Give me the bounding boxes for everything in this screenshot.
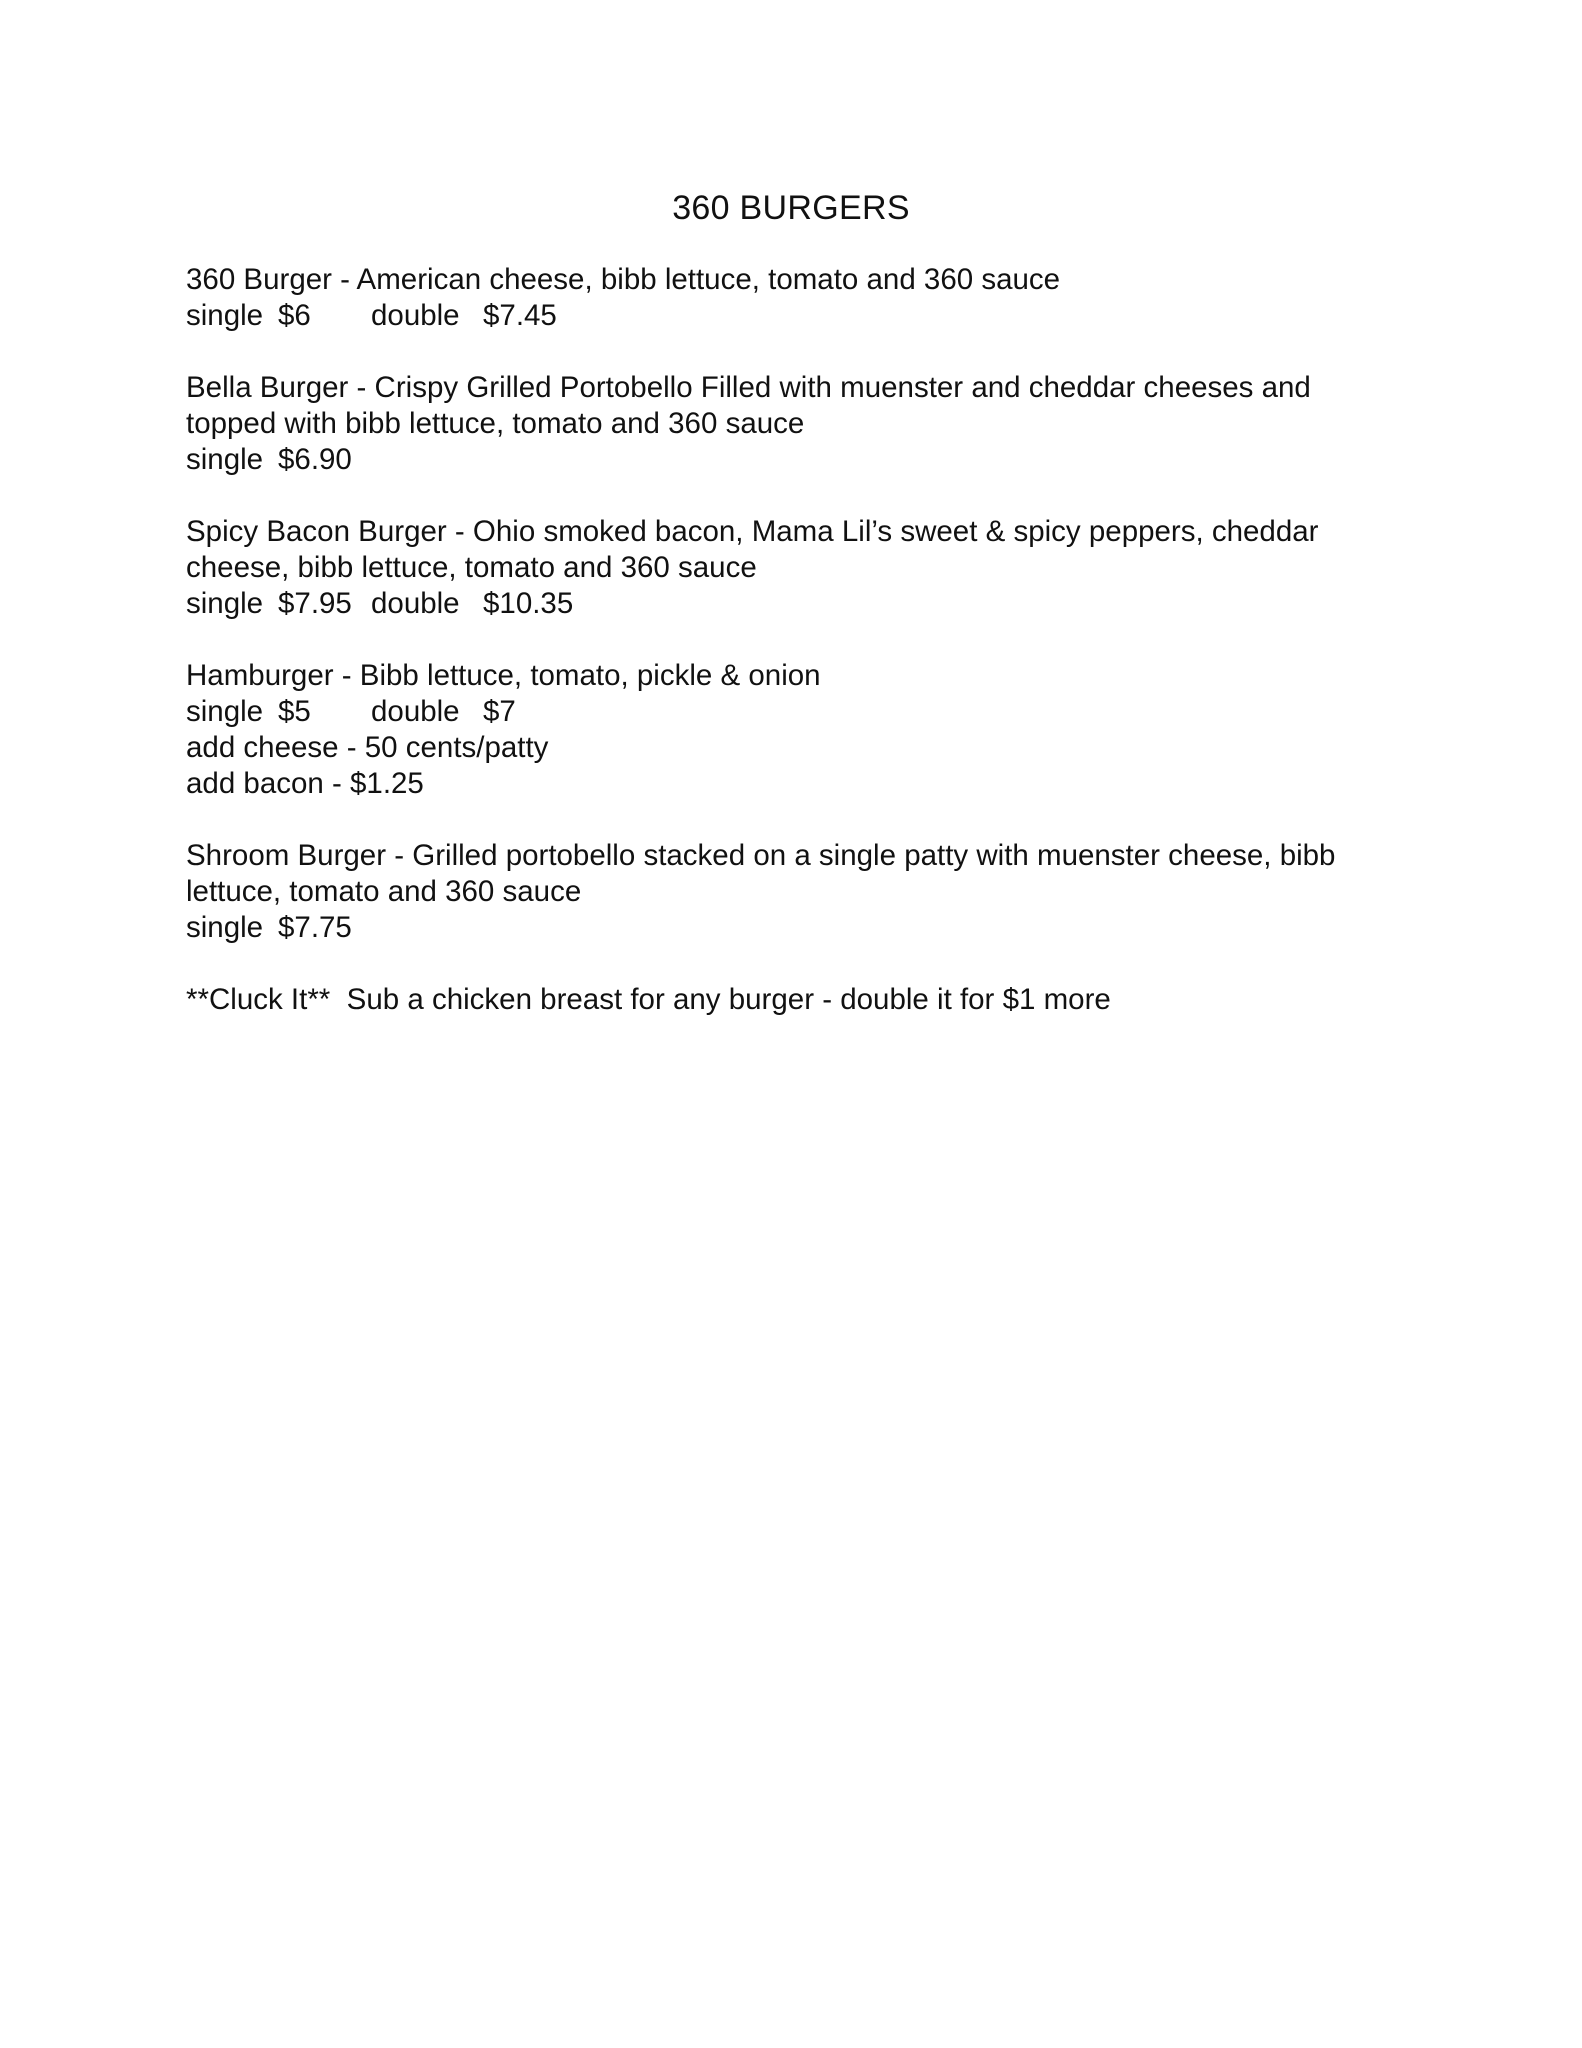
item-description-line: Hamburger - Bibb lettuce, tomato, pickle & onion <box>186 659 821 692</box>
price-row <box>186 910 1426 946</box>
double-label: double <box>371 299 460 332</box>
double-price: $10.35 <box>483 587 574 620</box>
single-price: $7.75 <box>278 911 352 944</box>
price-row <box>186 586 1426 622</box>
menu-item-shroom-burger <box>186 838 1426 946</box>
single-price: $6.90 <box>278 443 352 476</box>
add-on-line: add cheese - 50 cents/patty <box>186 731 549 764</box>
item-description-line: lettuce, tomato and 360 sauce <box>186 875 582 908</box>
single-price: $7.95 <box>278 587 352 620</box>
single-price: $6 <box>278 299 311 332</box>
menu-title: 360 BURGERS <box>672 189 910 227</box>
single-label: single <box>186 443 264 476</box>
price-row <box>186 694 1426 730</box>
cluck-it-note: **Cluck It** Sub a chicken breast for any burger - double it for $1 more <box>186 983 1111 1016</box>
item-description-line: Bella Burger - Crispy Grilled Portobello Filled with muenster and cheddar cheeses and <box>186 371 1311 404</box>
menu-item-360-burger <box>186 262 1426 334</box>
menu-item-hamburger <box>186 658 1426 802</box>
double-label: double <box>371 695 460 728</box>
single-label: single <box>186 695 264 728</box>
menu-body <box>186 262 1426 1018</box>
item-description-line: 360 Burger - American cheese, bibb lettuce, tomato and 360 sauce <box>186 263 1061 296</box>
item-description-line: topped with bibb lettuce, tomato and 360 sauce <box>186 407 805 440</box>
menu-item-bella-burger <box>186 370 1426 478</box>
single-price: $5 <box>278 695 311 728</box>
double-label: double <box>371 587 460 620</box>
item-description-line: Spicy Bacon Burger - Ohio smoked bacon, Mama Lil’s sweet & spicy peppers, cheddar <box>186 515 1319 548</box>
price-row <box>186 442 1426 478</box>
menu-item-spicy-bacon-burger <box>186 514 1426 622</box>
add-on-line: add bacon - $1.25 <box>186 767 424 800</box>
double-price: $7 <box>483 695 516 728</box>
item-description-line: cheese, bibb lettuce, tomato and 360 sauce <box>186 551 757 584</box>
single-label: single <box>186 911 264 944</box>
single-label: single <box>186 299 264 332</box>
single-label: single <box>186 587 264 620</box>
item-description-line: Shroom Burger - Grilled portobello stacked on a single patty with muenster cheese, bibb <box>186 839 1336 872</box>
price-row <box>186 298 1426 334</box>
double-price: $7.45 <box>483 299 557 332</box>
